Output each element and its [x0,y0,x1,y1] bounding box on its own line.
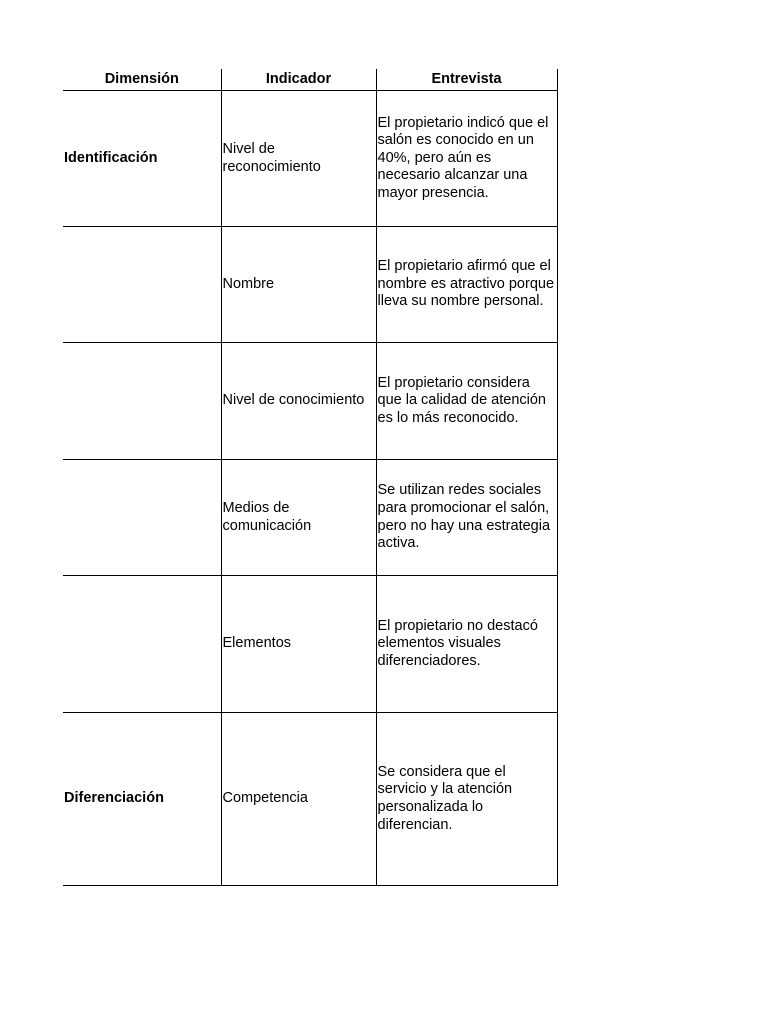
table-row [63,343,557,460]
table-row [63,576,557,713]
indicator-cell: Medios de comunicación [221,460,376,576]
table-row [63,713,557,886]
table-row [63,91,557,227]
table-row [63,227,557,343]
dimension-cell [63,343,221,460]
indicator-cell: Elementos [221,576,376,713]
dimension-cell [63,460,221,576]
dimension-cell [63,576,221,713]
table-row [63,460,557,576]
interview-cell: El propietario considera que la calidad de atención es lo más reconocido. [376,343,557,460]
dimension-cell: Identificación [63,91,221,227]
header-indicator: Indicador [221,69,376,91]
interview-cell: El propietario indicó que el salón es conocido en un 40%, pero aún es necesario alcanzar una mayor presencia. [376,91,557,227]
dimension-cell [63,227,221,343]
interview-cell: El propietario no destacó elementos visuales diferenciadores. [376,576,557,713]
table-header-row [63,69,557,91]
indicator-cell: Nivel de reconocimiento [221,91,376,227]
indicator-cell: Nombre [221,227,376,343]
header-dimension: Dimensión [63,69,221,91]
indicator-cell: Nivel de conocimiento [221,343,376,460]
interview-table [63,69,558,886]
dimension-cell: Diferenciación [63,713,221,886]
interview-cell: Se considera que el servicio y la atención personalizada lo diferencian. [376,713,557,886]
indicator-cell: Competencia [221,713,376,886]
interview-cell: Se utilizan redes sociales para promocionar el salón, pero no hay una estrategia activa. [376,460,557,576]
header-interview: Entrevista [376,69,557,91]
interview-cell: El propietario afirmó que el nombre es atractivo porque lleva su nombre personal. [376,227,557,343]
